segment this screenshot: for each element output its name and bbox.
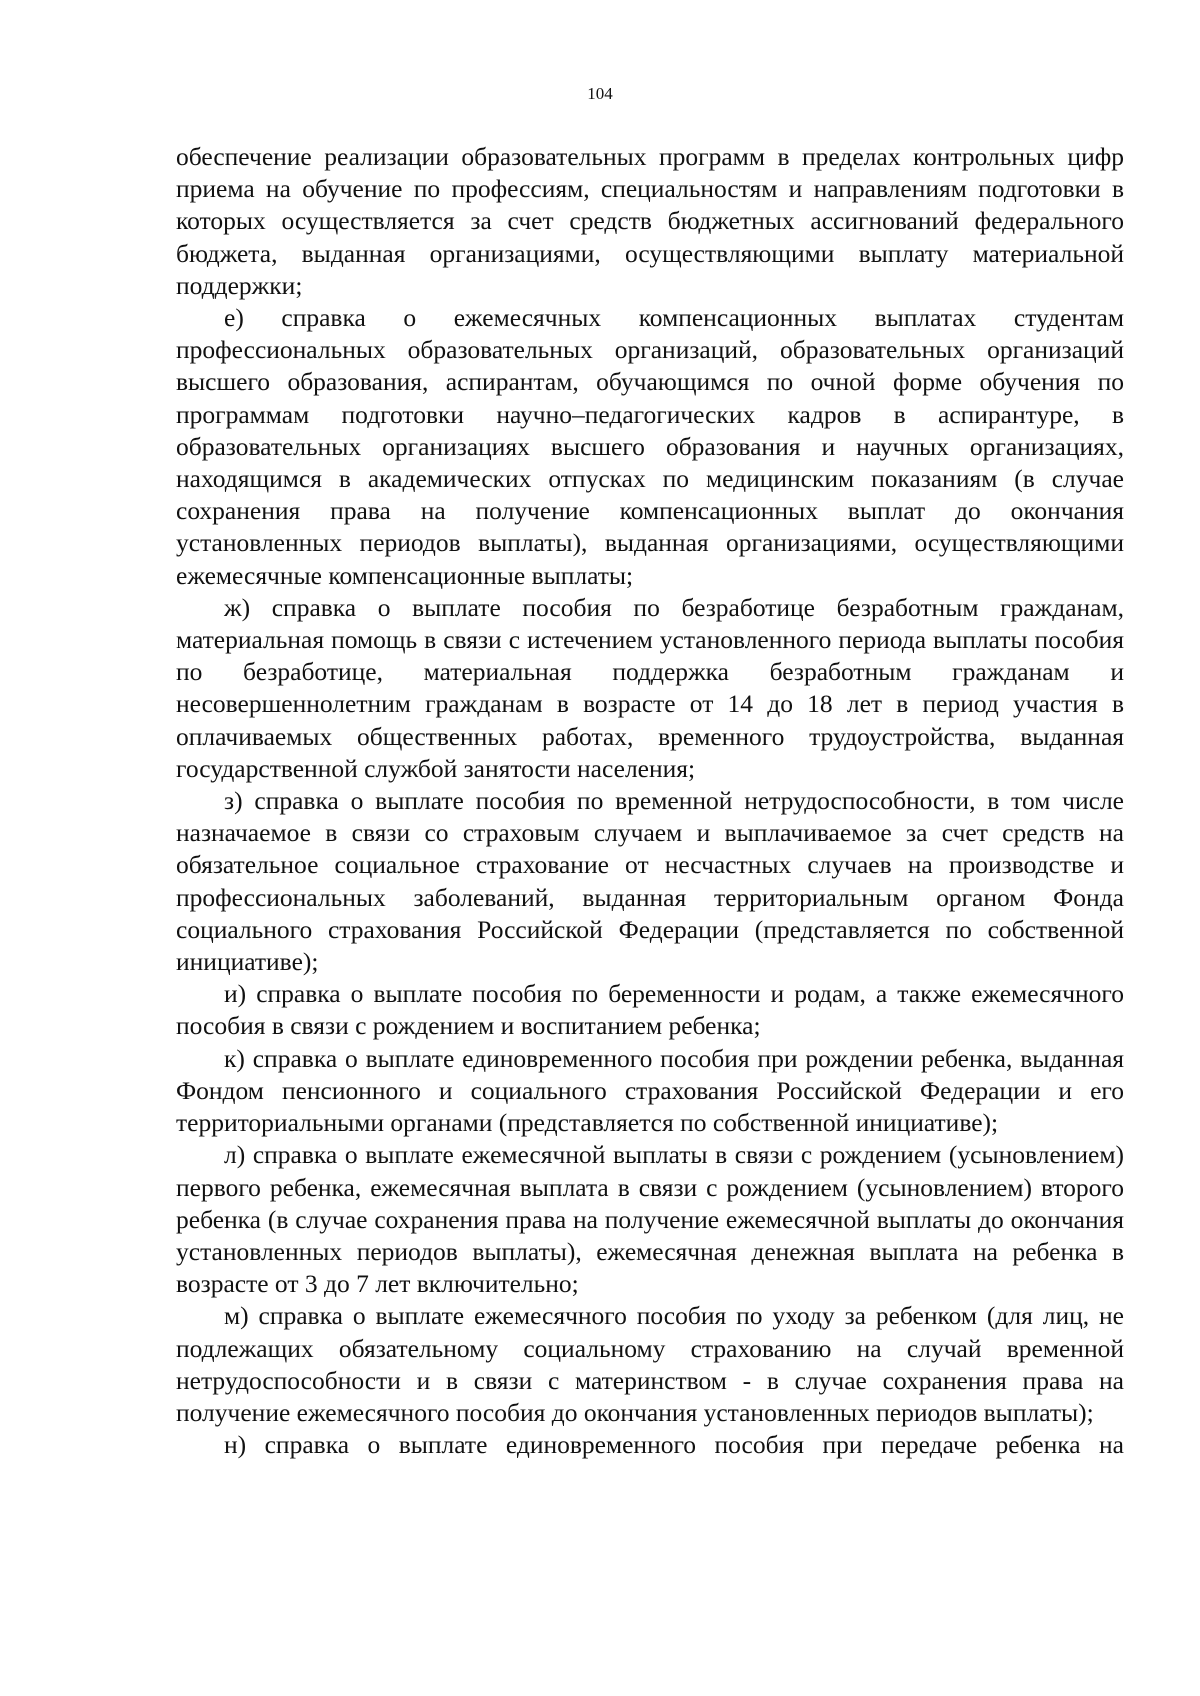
page-number: 104 [587, 84, 613, 103]
paragraph-m: м) справка о выплате ежемесячного пособия по уходу за ребенком (для лиц, не подлежащих обязательному социальному страхованию на случай временной нетрудоспособности и в связи с материнством - в случае сохранения права на получение ежемесячного пособия до окончания установленных периодов выплаты); [176, 1301, 1124, 1427]
paragraph-k: к) справка о выплате единовременного пособия при рождении ребенка, выданная Фондом пенсионного и социального страхования Российской Федерации и его территориальными органами (представляется по собственной инициативе); [176, 1043, 1124, 1138]
document-body [176, 141, 1124, 1461]
paragraph-e: е) справка о ежемесячных компенсационных выплатах студентам профессиональных образовательных организаций, образовательных организаций высшего образования, аспирантам, обучающимся по очной форме обучения по программам подготовки научно–педагогических кадров в аспирантуре, в образовательных организациях высшего образования и научных организациях, находящимся в академических отпусках по медицинским показаниям (в случае сохранения права на получение компенсационных выплат до окончания установленных периодов выплаты), выданная организациями, осуществляющими ежемесячные компенсационные выплаты; [176, 303, 1124, 590]
paragraph-z: з) справка о выплате пособия по временной нетрудоспособности, в том числе назначаемое в связи со страховым случаем и выплачиваемое за счет средств на обязательное социальное страхование от несчастных случаев на производстве и профессиональных заболеваний, выданная территориальным органом Фонда социального страхования Российской Федерации (представляется по собственной инициативе); [176, 786, 1124, 977]
paragraph-l: л) справка о выплате ежемесячной выплаты в связи с рождением (усыновлением) первого ребенка, ежемесячная выплата в связи с рождением (усыновлением) второго ребенка (в случае сохранения права на получение ежемесячной выплаты до окончания установленных периодов выплаты), ежемесячная денежная выплата на ребенка в возрасте от 3 до 7 лет включительно; [176, 1140, 1124, 1299]
paragraph-i: и) справка о выплате пособия по беременности и родам, а также ежемесячного пособия в связи с рождением и воспитанием ребенка; [176, 979, 1124, 1041]
paragraph-zh: ж) справка о выплате пособия по безработице безработным гражданам, материальная помощь в связи с истечением установленного периода выплаты пособия по безработице, материальная поддержка безработным гражданам и несовершеннолетним гражданам в возрасте от 14 до 18 лет в период участия в оплачиваемых общественных работах, временного трудоустройства, выданная государственной службой занятости населения; [176, 592, 1124, 783]
paragraph-n: н) справка о выплате единовременного пособия при передаче ребенка на [224, 1430, 1124, 1460]
paragraph-continuation: обеспечение реализации образовательных программ в пределах контрольных цифр приема на обучение по профессиям, специальностям и направлениям подготовки в которых осуществляется за счет средств бюджетных ассигнований федерального бюджета, выданная организациями, осуществляющими выплату материальной поддержки; [176, 142, 1124, 300]
